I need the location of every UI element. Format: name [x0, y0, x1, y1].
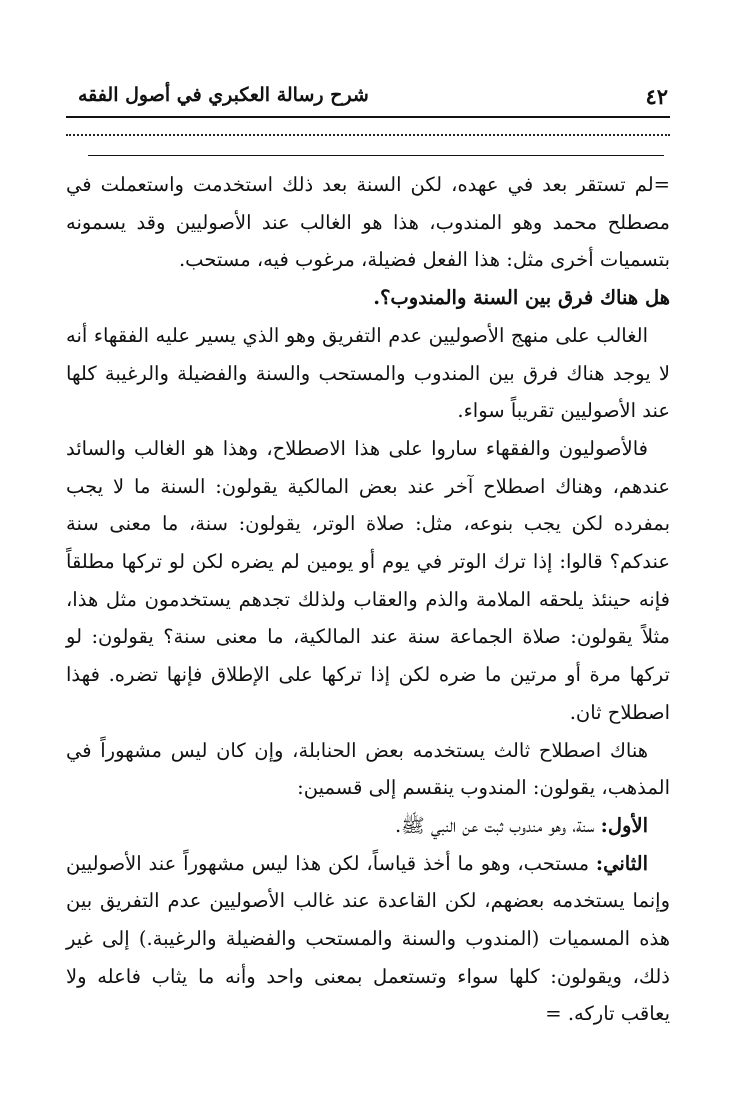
paragraph-first-type — [66, 807, 670, 845]
paragraph-2: الغالب على منهج الأصوليين عدم التفريق وهو الذي يسير عليه الفقهاء أنه لا يوجد هناك فرق بين المندوب والمستحب والسنة والفضيلة والرغيبة كلها عند الأصوليين تقريباً سواء. — [66, 323, 670, 423]
footnote-rule — [88, 155, 664, 156]
running-title: شرح رسالة العكبري في أصول الفقه — [78, 84, 369, 106]
first-type-text: سنة، وهو مندوب ثبت عن النبي ﷺ. — [394, 813, 595, 837]
footnote-text — [66, 166, 670, 1033]
second-type-label: الثاني: — [595, 851, 648, 875]
paragraph-second-type — [66, 845, 670, 1034]
paragraph-1: =لم تستقر بعد في عهده، لكن السنة بعد ذلك استخدمت واستعملت في مصطلح محمد وهو المندوب، هذا هو الغالب عند الأصوليين وقد يسمونه بتسميات أخرى مثل: هذا الفعل فضيلة، مرغوب فيه، مستحب. — [66, 173, 670, 272]
second-type-text: مستحب، وهو ما أخذ قياساً، لكن هذا ليس مشهوراً عند الأصوليين وإنما يستخدمه بعضهم، لكن القاعدة عند غالب الأصوليين عدم التفريق بين هذه المسميات (المندوب والسنة والمستحب والفضيلة والرغيبة.) إلى غير ذلك، ويقولون: كلها سواء وتستعمل بمعنى واحد وأنه ما يثاب فاعله ولا يعاقب تاركه. = — [66, 851, 670, 1026]
page-number: ٤٢ — [645, 84, 668, 109]
paragraph-3: فالأصوليون والفقهاء ساروا على هذا الاصطلاح، وهذا هو الغالب والسائد عندهم، وهناك اصطلاح آخر عند بعض المالكية يقولون: السنة ما لا يجب بمفرده لكن يجب بنوعه، مثل: صلاة الوتر، يقولون: سنة، ما معنى سنة عندكم؟ قالوا: إذا ترك الوتر في يوم أو يومين لم يضره لكن لو تركها مطلقاً فإنه حينئذ يلحقه الملامة والذم والعقاب ولذلك تجدهم يستخدمون مثل هذا، مثلاً يقولون: صلاة الجماعة سنة عند المالكية، ما معنى سنة؟ يقولون: لو تركها مرة أو مرتين ما ضره لكن إذا تركها على الإطلاق فإنها تضره. فهذا اصطلاح ثان. — [66, 436, 670, 724]
page-header — [78, 84, 668, 112]
dotted-rule — [66, 134, 670, 136]
header-rule — [66, 116, 670, 118]
question-heading: هل هناك فرق بين السنة والمندوب؟. — [373, 286, 670, 310]
paragraph-4: هناك اصطلاح ثالث يستخدمه بعض الحنابلة، وإن كان ليس مشهوراً في المذهب، يقولون: المندوب ينقسم إلى قسمين: — [66, 738, 670, 800]
first-type-label: الأول: — [600, 813, 648, 837]
